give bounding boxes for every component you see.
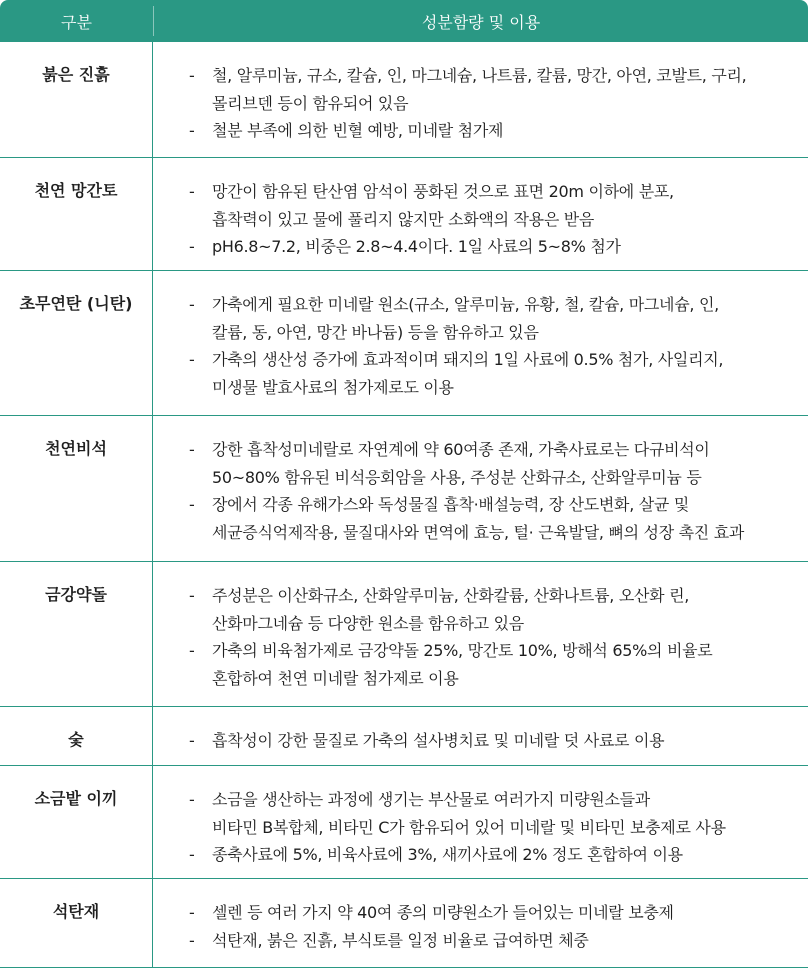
row-category: 붉은 진흙 <box>0 42 153 157</box>
description-line <box>153 899 808 927</box>
description-line <box>153 374 808 402</box>
description-line <box>153 346 808 374</box>
bullet-dash: - <box>189 586 195 605</box>
description-text: 비타민 B복합체, 비타민 C가 함유되어 있어 미네랄 및 비타민 보충제로 사용 <box>212 817 726 837</box>
bullet-dash: - <box>189 182 195 201</box>
description-text: 흡착성이 강한 물질로 가축의 설사병치료 및 미네랄 덧 사료로 이용 <box>212 731 665 750</box>
description-line <box>153 727 808 755</box>
description-text: 가축의 생산성 증가에 효과적이며 돼지의 1일 사료에 0.5% 첨가, 사일리지, <box>212 350 724 369</box>
description-line <box>153 582 808 610</box>
description-line <box>153 291 808 319</box>
table-row <box>0 879 808 968</box>
row-description <box>153 42 808 157</box>
description-text: 칼륨, 동, 아연, 망간 바나듐) 등을 함유하고 있음 <box>212 322 539 342</box>
description-text: 미생물 발효사료의 첨가제로도 이용 <box>212 377 454 397</box>
table-row <box>0 158 808 271</box>
description-text: 50~80% 함유된 비석응회암을 사용, 주성분 산화규소, 산화알루미늄 등 <box>212 467 702 487</box>
description-text: 철, 알루미늄, 규소, 칼슘, 인, 마그네슘, 나트륨, 칼륨, 망간, 아연, 코발트, 구리, <box>212 66 747 85</box>
description-text: 소금을 생산하는 과정에 생기는 부산물로 여러가지 미량원소들과 <box>212 790 650 809</box>
description-text: pH6.8~7.2, 비중은 2.8~4.4이다. 1일 사료의 5~8% 첨가 <box>212 237 621 256</box>
bullet-dash: - <box>189 903 195 922</box>
description-text: 철분 부족에 의한 빈혈 예방, 미네랄 첨가제 <box>212 121 504 140</box>
description-text: 세균증식억제작용, 물질대사와 면역에 효능, 털· 근육발달, 뼈의 성장 촉진 효과 <box>212 522 745 542</box>
description-line <box>153 319 808 347</box>
description-line <box>153 491 808 519</box>
description-line <box>153 927 808 955</box>
row-description <box>153 707 808 765</box>
description-text: 몰리브덴 등이 함유되어 있음 <box>212 93 409 113</box>
description-line <box>153 90 808 118</box>
bullet-dash: - <box>189 66 195 85</box>
description-text: 산화마그네슘 등 다양한 원소를 함유하고 있음 <box>212 613 524 633</box>
description-line <box>153 178 808 206</box>
description-text: 가축에게 필요한 미네랄 원소(규소, 알루미늄, 유황, 철, 칼슘, 마그네슘, 인, <box>212 295 719 314</box>
description-text: 흡착력이 있고 물에 풀리지 않지만 소화액의 작용은 받음 <box>212 209 595 229</box>
bullet-dash: - <box>189 295 195 314</box>
row-description <box>153 271 808 415</box>
description-line <box>153 637 808 665</box>
row-description <box>153 766 808 878</box>
row-category: 초무연탄 (니탄) <box>0 271 153 415</box>
row-category: 천연비석 <box>0 416 153 561</box>
table-row <box>0 562 808 707</box>
description-text: 장에서 각종 유해가스와 독성물질 흡착·배설능력, 장 산도변화, 살균 및 <box>212 495 690 514</box>
description-line <box>153 117 808 145</box>
row-description <box>153 416 808 561</box>
description-line <box>153 814 808 842</box>
description-line <box>153 841 808 869</box>
bullet-dash: - <box>189 440 195 459</box>
row-description <box>153 879 808 967</box>
description-text: 망간이 함유된 탄산염 암석이 풍화된 것으로 표면 20m 이하에 분포, <box>212 182 674 201</box>
bullet-dash: - <box>189 845 195 864</box>
bullet-dash: - <box>189 121 195 140</box>
bullet-dash: - <box>189 237 195 256</box>
bullet-dash: - <box>189 350 195 369</box>
header-content: 성분함량 및 이용 <box>421 12 541 32</box>
description-line <box>153 206 808 234</box>
description-text: 주성분은 이산화규소, 산화알루미늄, 산화칼륨, 산화나트륨, 오산화 린, <box>212 586 690 605</box>
table-row <box>0 42 808 158</box>
row-category: 석탄재 <box>0 879 153 967</box>
bullet-dash: - <box>189 641 195 660</box>
description-line <box>153 233 808 261</box>
table-row <box>0 416 808 562</box>
row-description <box>153 158 808 270</box>
row-category: 천연 망간토 <box>0 158 153 270</box>
row-description <box>153 562 808 706</box>
description-line <box>153 464 808 492</box>
row-category: 소금밭 이끼 <box>0 766 153 878</box>
description-text: 강한 흡착성미네랄로 자연계에 약 60여종 존재, 가축사료로는 다규비석이 <box>212 440 710 459</box>
header-category: 구분 <box>61 12 92 32</box>
description-line <box>153 519 808 547</box>
description-text: 혼합하여 천연 미네랄 첨가제로 이용 <box>212 668 459 688</box>
row-category: 금강약돌 <box>0 562 153 706</box>
bullet-dash: - <box>189 930 195 950</box>
description-line <box>153 786 808 814</box>
bullet-dash: - <box>189 790 195 809</box>
table-row <box>0 271 808 416</box>
description-line <box>153 610 808 638</box>
description-text: 석탄재, 붉은 진흙, 부식토를 일정 비율로 급여하면 체중 <box>212 930 589 950</box>
description-text: 셀렌 등 여러 가지 약 40여 종의 미량원소가 들어있는 미네랄 보충제 <box>212 903 674 922</box>
bullet-dash: - <box>189 731 195 750</box>
table-row <box>0 766 808 879</box>
description-line <box>153 62 808 90</box>
description-line <box>153 436 808 464</box>
description-text: 종축사료에 5%, 비육사료에 3%, 새끼사료에 2% 정도 혼합하여 이용 <box>212 845 683 864</box>
description-line <box>153 665 808 693</box>
description-text: 가축의 비육첨가제로 금강약돌 25%, 망간토 10%, 방해석 65%의 비율로 <box>212 641 713 660</box>
bullet-dash: - <box>189 495 195 514</box>
table-row <box>0 707 808 766</box>
row-category: 숯 <box>0 707 153 765</box>
table-body <box>0 42 808 968</box>
table-header <box>0 0 808 42</box>
